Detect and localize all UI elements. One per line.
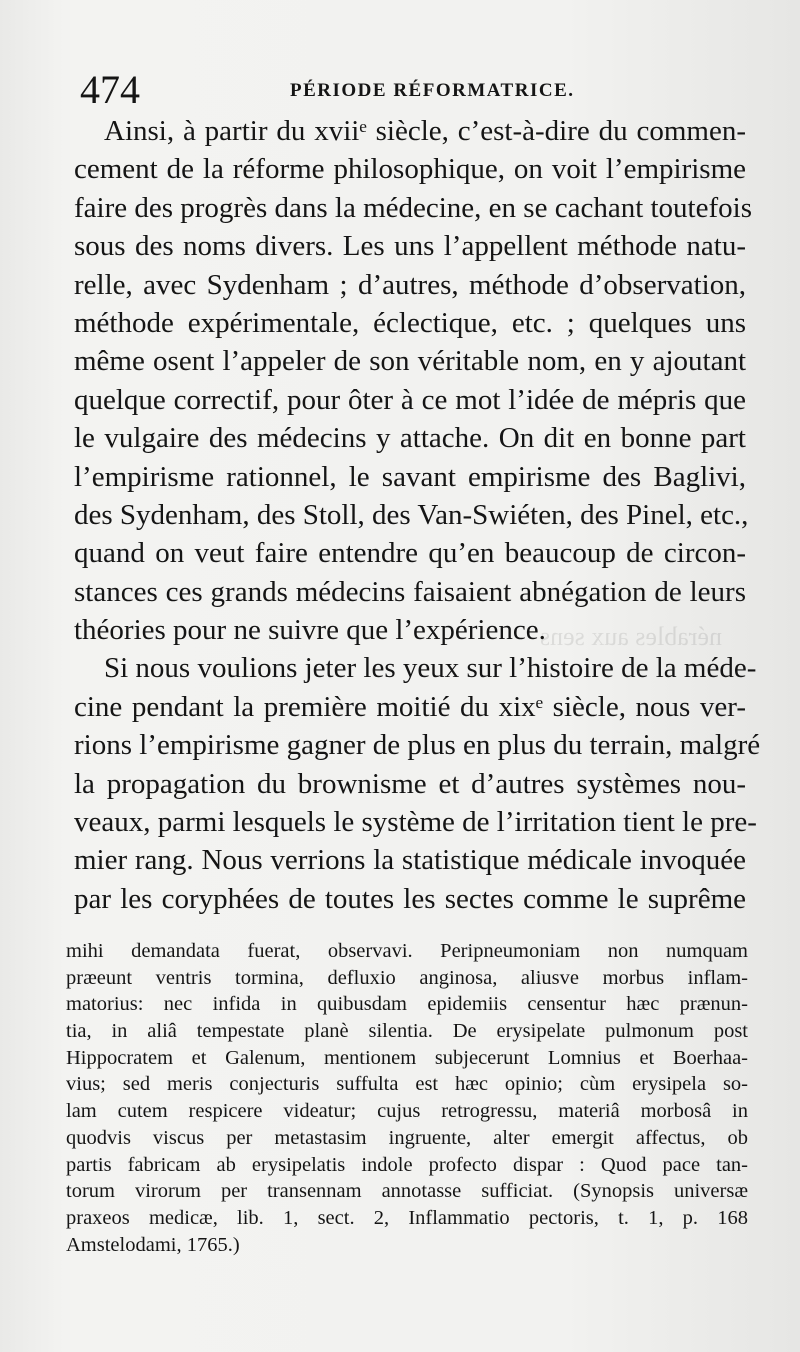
text-line: l’empirisme rationnel, le savant empirisme des Baglivi, (74, 460, 746, 493)
footnote-line: Hippocratem et Galenum, mentionem subjecerunt Lomnius et Boerhaa- (66, 1046, 748, 1069)
footnote-line: quodvis viscus per metastasim ingruente, alter emergit affectus, ob (66, 1126, 748, 1149)
text-line: relle, avec Sydenham ; d’autres, méthode d’observation, (74, 268, 746, 301)
text-line: mier rang. Nous verrions la statistique médicale invoquée (74, 844, 746, 877)
text-line: quand on veut faire entendre qu’en beaucoup de circon- (74, 537, 746, 570)
text-line: le vulgaire des médecins y attache. On dit en bonne part (74, 422, 746, 455)
text-line: par les coryphées de toutes les sectes comme le suprême (74, 882, 746, 915)
show-through-text: nérables aux sens (540, 622, 722, 651)
running-head: PÉRIODE RÉFORMATRICE. (290, 80, 575, 101)
footnote-line: tia, in aliâ tempestate planè silentia. De erysipelate pulmonum post (66, 1020, 748, 1043)
footnote-line: mihi demandata fuerat, observavi. Peripneumoniam non numquam (66, 940, 748, 962)
main-text (74, 112, 761, 918)
footnote-line: partis fabricam ab erysipelatis indole profecto dispar : Quod pace tan- (66, 1153, 748, 1176)
text-line: sous des noms divers. Les uns l’appellent méthode natu- (74, 230, 746, 263)
text-line: méthode expérimentale, éclectique, etc. ; quelques uns (74, 306, 746, 339)
footnote-line: præeunt ventris tormina, defluxio anginosa, aliusve morbus inflam- (66, 966, 748, 989)
footnote-line: lam cutem respicere videatur; cujus retrogressu, materiâ morbosâ in (66, 1100, 748, 1123)
footnote-line: matorius: nec infida in quibusdam epidemiis censentur hæc prænun- (66, 993, 748, 1016)
footnote-line: vius; sed meris conjecturis suffulta est hæc opinio; cùm erysipela so- (66, 1073, 748, 1096)
footnote (66, 938, 748, 1258)
text-line: Si nous voulions jeter les yeux sur l’histoire de la méde- (104, 652, 757, 685)
footnote-line: torum virorum per transennam annotasse sufficiat. (Synopsis universæ (66, 1180, 748, 1203)
text-line: faire des progrès dans la médecine, en se cachant toutefois (74, 191, 752, 224)
text-line: Ainsi, à partir du xviiᵉ siècle, c’est-à-dire du commen- (104, 115, 746, 147)
text-line: même osent l’appeler de son véritable nom, en y ajoutant (74, 345, 746, 378)
footnote-line: praxeos medicæ, lib. 1, sect. 2, Inflammatio pectoris, t. 1, p. 168 (66, 1206, 748, 1229)
text-line: rions l’empirisme gagner de plus en plus du terrain, malgré (74, 729, 761, 762)
text-line: stances ces grands médecins faisaient abnégation de leurs (74, 575, 746, 608)
text-line: veaux, parmi lesquels le système de l’irritation tient le pre- (74, 806, 757, 839)
text-line: cement de la réforme philosophique, on voit l’empirisme (74, 153, 746, 186)
text-line: des Sydenham, des Stoll, des Van-Swiéten, des Pinel, etc., (74, 498, 749, 531)
footnote-line: Amstelodami, 1765.) (66, 1233, 240, 1256)
text-line: quelque correctif, pour ôter à ce mot l’idée de mépris que (74, 383, 746, 416)
text-line: théories pour ne suivre que l’expérience. (74, 614, 546, 647)
text-line: la propagation du brownisme et d’autres systèmes nou- (74, 767, 746, 800)
text-line: cine pendant la première moitié du xixᵉ siècle, nous ver- (74, 690, 746, 723)
page-number: 474 (80, 67, 140, 112)
